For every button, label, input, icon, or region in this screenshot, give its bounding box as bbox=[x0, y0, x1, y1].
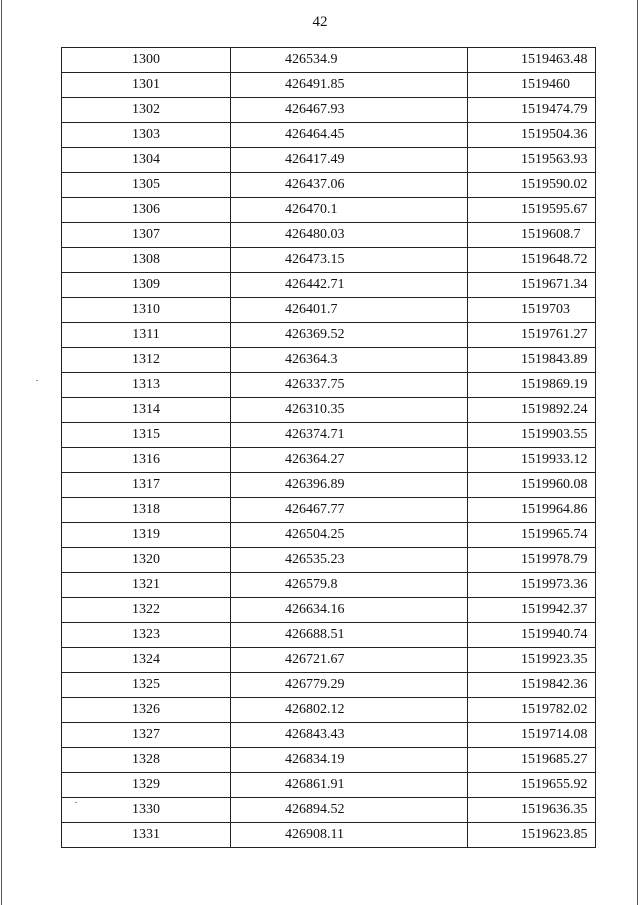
point-number-cell: 1315 bbox=[62, 423, 231, 448]
point-number-cell: 1331 bbox=[62, 823, 231, 848]
y-coordinate-cell: 1519960.08 bbox=[468, 473, 596, 498]
x-coordinate-cell: 426470.1 bbox=[231, 198, 468, 223]
table-row bbox=[62, 648, 596, 673]
y-coordinate-cell: 1519842.36 bbox=[468, 673, 596, 698]
y-coordinate-cell: 1519965.74 bbox=[468, 523, 596, 548]
y-coordinate-cell: 1519608.7 bbox=[468, 223, 596, 248]
scan-speck bbox=[36, 380, 38, 381]
x-coordinate-cell: 426861.91 bbox=[231, 773, 468, 798]
table-row bbox=[62, 448, 596, 473]
y-coordinate-cell: 1519892.24 bbox=[468, 398, 596, 423]
y-coordinate-cell: 1519595.67 bbox=[468, 198, 596, 223]
x-coordinate-cell: 426473.15 bbox=[231, 248, 468, 273]
x-coordinate-cell: 426894.52 bbox=[231, 798, 468, 823]
point-number-cell: 1301 bbox=[62, 73, 231, 98]
point-number-cell: 1314 bbox=[62, 398, 231, 423]
x-coordinate-cell: 426779.29 bbox=[231, 673, 468, 698]
table-row bbox=[62, 223, 596, 248]
y-coordinate-cell: 1519655.92 bbox=[468, 773, 596, 798]
y-coordinate-cell: 1519869.19 bbox=[468, 373, 596, 398]
y-coordinate-cell: 1519714.08 bbox=[468, 723, 596, 748]
point-number-cell: 1326 bbox=[62, 698, 231, 723]
table-row bbox=[62, 273, 596, 298]
table-row bbox=[62, 173, 596, 198]
point-number-cell: 1302 bbox=[62, 98, 231, 123]
table-row bbox=[62, 123, 596, 148]
y-coordinate-cell: 1519978.79 bbox=[468, 548, 596, 573]
table-row bbox=[62, 498, 596, 523]
point-number-cell: 1316 bbox=[62, 448, 231, 473]
x-coordinate-cell: 426491.85 bbox=[231, 73, 468, 98]
table-row bbox=[62, 98, 596, 123]
x-coordinate-cell: 426467.93 bbox=[231, 98, 468, 123]
y-coordinate-cell: 1519474.79 bbox=[468, 98, 596, 123]
y-coordinate-cell: 1519933.12 bbox=[468, 448, 596, 473]
point-number-cell: 1308 bbox=[62, 248, 231, 273]
table-row bbox=[62, 423, 596, 448]
y-coordinate-cell: 1519782.02 bbox=[468, 698, 596, 723]
table-row bbox=[62, 623, 596, 648]
x-coordinate-cell: 426843.43 bbox=[231, 723, 468, 748]
y-coordinate-cell: 1519843.89 bbox=[468, 348, 596, 373]
x-coordinate-cell: 426369.52 bbox=[231, 323, 468, 348]
table-row bbox=[62, 148, 596, 173]
table-row bbox=[62, 323, 596, 348]
point-number-cell: 1330 bbox=[62, 798, 231, 823]
x-coordinate-cell: 426364.27 bbox=[231, 448, 468, 473]
point-number-cell: 1303 bbox=[62, 123, 231, 148]
y-coordinate-cell: 1519590.02 bbox=[468, 173, 596, 198]
x-coordinate-cell: 426535.23 bbox=[231, 548, 468, 573]
page-left-edge bbox=[1, 0, 2, 905]
point-number-cell: 1310 bbox=[62, 298, 231, 323]
x-coordinate-cell: 426467.77 bbox=[231, 498, 468, 523]
page-right-edge bbox=[637, 0, 638, 905]
table-row bbox=[62, 748, 596, 773]
table-row bbox=[62, 698, 596, 723]
table-row bbox=[62, 198, 596, 223]
y-coordinate-cell: 1519671.34 bbox=[468, 273, 596, 298]
coordinates-table bbox=[61, 47, 596, 848]
x-coordinate-cell: 426834.19 bbox=[231, 748, 468, 773]
table-row bbox=[62, 373, 596, 398]
x-coordinate-cell: 426374.71 bbox=[231, 423, 468, 448]
table-row bbox=[62, 673, 596, 698]
scan-speck bbox=[75, 802, 77, 803]
table-row bbox=[62, 473, 596, 498]
table-row bbox=[62, 573, 596, 598]
point-number-cell: 1321 bbox=[62, 573, 231, 598]
point-number-cell: 1317 bbox=[62, 473, 231, 498]
x-coordinate-cell: 426437.06 bbox=[231, 173, 468, 198]
x-coordinate-cell: 426310.35 bbox=[231, 398, 468, 423]
table-row bbox=[62, 723, 596, 748]
y-coordinate-cell: 1519761.27 bbox=[468, 323, 596, 348]
x-coordinate-cell: 426688.51 bbox=[231, 623, 468, 648]
point-number-cell: 1306 bbox=[62, 198, 231, 223]
x-coordinate-cell: 426802.12 bbox=[231, 698, 468, 723]
table-row bbox=[62, 73, 596, 98]
table-row bbox=[62, 598, 596, 623]
x-coordinate-cell: 426908.11 bbox=[231, 823, 468, 848]
table-row bbox=[62, 348, 596, 373]
x-coordinate-cell: 426504.25 bbox=[231, 523, 468, 548]
x-coordinate-cell: 426401.7 bbox=[231, 298, 468, 323]
point-number-cell: 1329 bbox=[62, 773, 231, 798]
table-row bbox=[62, 798, 596, 823]
point-number-cell: 1313 bbox=[62, 373, 231, 398]
table-row bbox=[62, 823, 596, 848]
y-coordinate-cell: 1519463.48 bbox=[468, 48, 596, 73]
x-coordinate-cell: 426480.03 bbox=[231, 223, 468, 248]
x-coordinate-cell: 426534.9 bbox=[231, 48, 468, 73]
x-coordinate-cell: 426464.45 bbox=[231, 123, 468, 148]
x-coordinate-cell: 426634.16 bbox=[231, 598, 468, 623]
point-number-cell: 1304 bbox=[62, 148, 231, 173]
y-coordinate-cell: 1519685.27 bbox=[468, 748, 596, 773]
x-coordinate-cell: 426417.49 bbox=[231, 148, 468, 173]
x-coordinate-cell: 426721.67 bbox=[231, 648, 468, 673]
point-number-cell: 1328 bbox=[62, 748, 231, 773]
point-number-cell: 1327 bbox=[62, 723, 231, 748]
y-coordinate-cell: 1519636.35 bbox=[468, 798, 596, 823]
coordinates-table-body bbox=[62, 48, 596, 848]
page-number: 42 bbox=[312, 14, 328, 30]
table-row bbox=[62, 48, 596, 73]
table-row bbox=[62, 523, 596, 548]
x-coordinate-cell: 426579.8 bbox=[231, 573, 468, 598]
x-coordinate-cell: 426364.3 bbox=[231, 348, 468, 373]
y-coordinate-cell: 1519504.36 bbox=[468, 123, 596, 148]
point-number-cell: 1309 bbox=[62, 273, 231, 298]
point-number-cell: 1300 bbox=[62, 48, 231, 73]
y-coordinate-cell: 1519940.74 bbox=[468, 623, 596, 648]
point-number-cell: 1322 bbox=[62, 598, 231, 623]
y-coordinate-cell: 1519973.36 bbox=[468, 573, 596, 598]
point-number-cell: 1312 bbox=[62, 348, 231, 373]
point-number-cell: 1319 bbox=[62, 523, 231, 548]
y-coordinate-cell: 1519648.72 bbox=[468, 248, 596, 273]
y-coordinate-cell: 1519563.93 bbox=[468, 148, 596, 173]
x-coordinate-cell: 426337.75 bbox=[231, 373, 468, 398]
point-number-cell: 1305 bbox=[62, 173, 231, 198]
table-row bbox=[62, 298, 596, 323]
y-coordinate-cell: 1519942.37 bbox=[468, 598, 596, 623]
table-row bbox=[62, 548, 596, 573]
y-coordinate-cell: 1519460 bbox=[468, 73, 596, 98]
y-coordinate-cell: 1519964.86 bbox=[468, 498, 596, 523]
point-number-cell: 1307 bbox=[62, 223, 231, 248]
table-row bbox=[62, 773, 596, 798]
y-coordinate-cell: 1519923.35 bbox=[468, 648, 596, 673]
point-number-cell: 1323 bbox=[62, 623, 231, 648]
point-number-cell: 1311 bbox=[62, 323, 231, 348]
x-coordinate-cell: 426442.71 bbox=[231, 273, 468, 298]
point-number-cell: 1318 bbox=[62, 498, 231, 523]
point-number-cell: 1325 bbox=[62, 673, 231, 698]
x-coordinate-cell: 426396.89 bbox=[231, 473, 468, 498]
y-coordinate-cell: 1519703 bbox=[468, 298, 596, 323]
point-number-cell: 1320 bbox=[62, 548, 231, 573]
table-row bbox=[62, 398, 596, 423]
y-coordinate-cell: 1519903.55 bbox=[468, 423, 596, 448]
table-row bbox=[62, 248, 596, 273]
point-number-cell: 1324 bbox=[62, 648, 231, 673]
y-coordinate-cell: 1519623.85 bbox=[468, 823, 596, 848]
